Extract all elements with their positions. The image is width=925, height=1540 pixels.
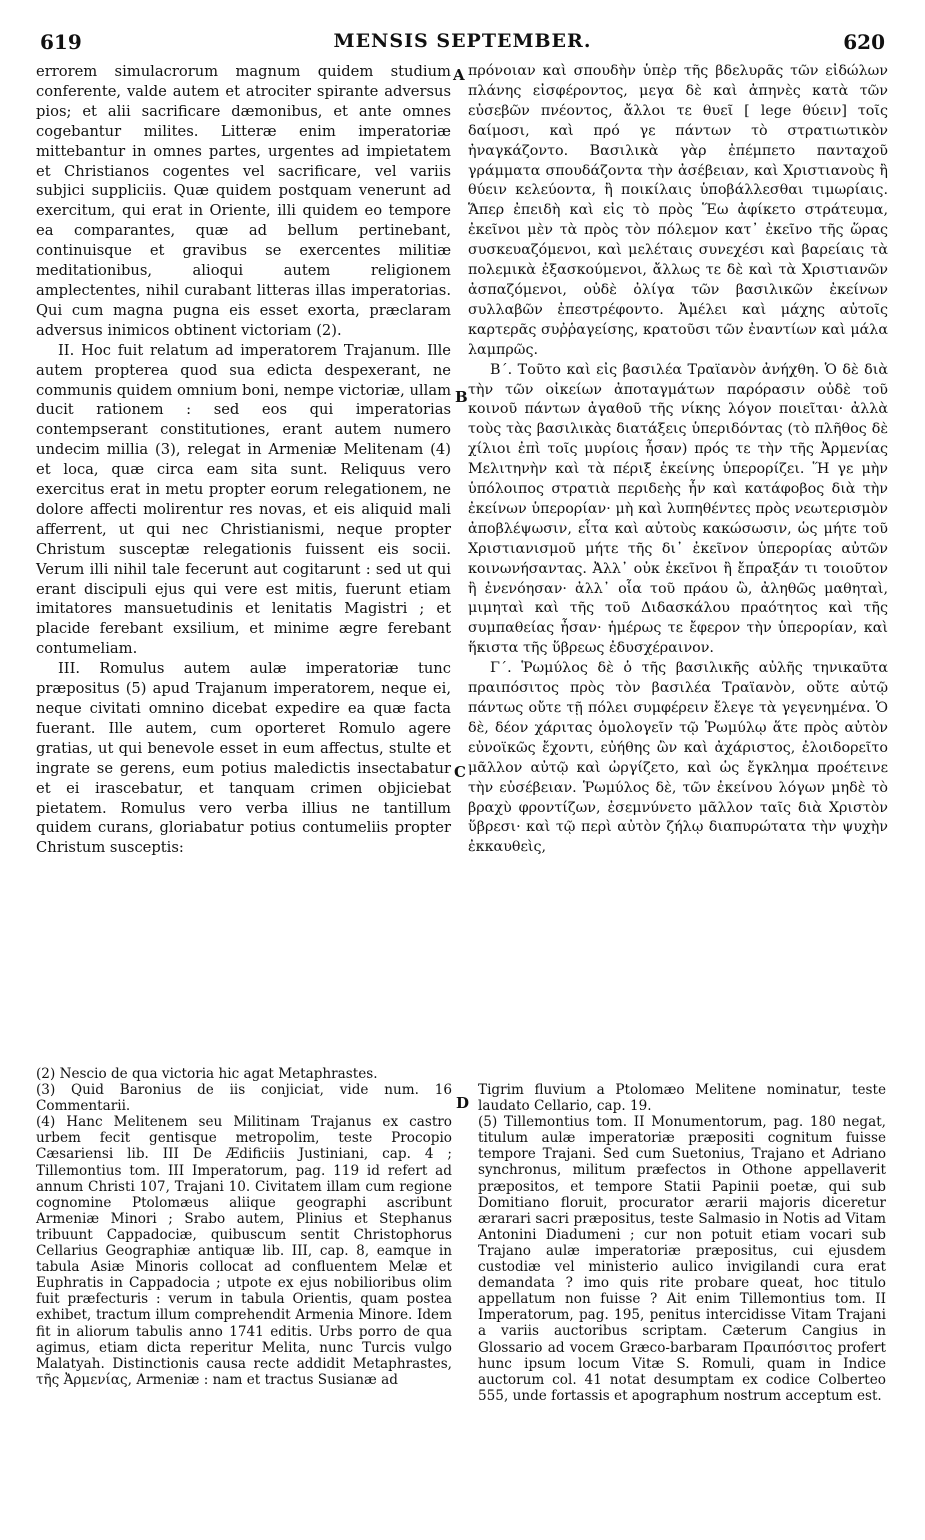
latin-paragraph-3: III. Romulus autem aulæ imperatoriæ tunc præpositus (5) apud Trajanum imperatorem, neque ei, neque civitati omnino dicebat expedire ea quæ facta fuerant. Ille autem, cum oporteret Romulo agere gratias, ut qui benevole esset in eum affectus, stulte et ingrate se gerens, eum potius maledictis insectabatur et ei irascebatur, et tanquam crimen objiciebat pietatem. Romulus vero verba illius ne tantillum quidem curans, gloriabatur potius contumeliis propter Christum susceptis: xyxy=(36,660,451,857)
greek-paragraph-1: πρόνοιαν καὶ σπουδὴν ὑπὲρ τῆς βδελυρᾶς τῶν εἰδώλων πλάνης εἰσφέροντος, μεγα δὲ καὶ ἀπηνὲς κατὰ τῶν εὐσεβῶν πνέοντος, ἄλλοι τε θυεῖ [ lege θύειν] τοῖς δαίμοσι, καὶ πρό γε πάντων τὸ στρατιωτικὸν ἠναγκάζοντο. Βασιλικὰ γὰρ ἐπέμπετο πανταχοῦ γράμματα σπουδάζοντα τὴν ἀσέβειαν, καὶ Χριστιανοὺς ἢ θύειν κελεύοντα, ἢ ποικίλαις ὑποβάλλεσθαι τιμωρίαις. Ἅπερ ἐπειδὴ καὶ εἰς τὸ πρὸς Ἕω ἀφίκετο στράτευμα, ἐκεῖνοι μὲν τὰ πρὸς τὸν πόλεμον κατ᾿ ἐκεῖνο τῆς ὥρας συσκευαζόμενοι, καὶ μελέταις συνεχέσι καὶ βαρείαις τὰ πολεμικὰ ἐξασκούμενοι, ἄλλως τε δὲ καὶ τὰ Χριστιανῶν ἀσπαζόμενοι, οὐδὲ ὀλίγα τῶν βασιλικῶν ἐκείνων συλλαβῶν ἐπεστρέφοντο. Ἀμέλει καὶ μάχης αὐτοῖς καρτερᾶς συῤῥαγείσης, κρατοῦσι τῶν ἐναντίων καὶ μάλα λαμπρῶς. xyxy=(468,63,888,358)
footnote-2: (2) Nescio de qua victoria hic agat Metaphrastes. xyxy=(36,1066,378,1082)
greek-column xyxy=(468,62,888,858)
greek-paragraph-2: Β΄. Τοῦτο καὶ εἰς βασιλέα Τραϊανὸν ἀνήχθη. Ὁ δὲ διὰ τὴν τῶν οἰκείων ἀποταγμάτων παρόρασιν οὐδὲ τοῦ κοινοῦ πάντων ἀγαθοῦ τῆς νίκης λόγον ποιεῖται· ἀλλὰ τοὺς τὰς βασιλικὰς διατάξεις ὑπεριδόντας (τὸ πλῆθος δὲ χίλιοι ἐπὶ τοῖς μυρίοις ἦσαν) πρός τε τὴν τῆς Ἀρμενίας Μελιτηνὴν καὶ τὰ πέριξ ἐκείνης ὑπερορίζει. Ἥ γε μὴν ὑπόλοιπος στρατιὰ περιδεὴς ἦν καὶ κατάφοβος διὰ τὴν ἐκείνων ὑπερορίαν· μὴ καὶ λυπηθέντες πρὸς νεωτερισμὸν ἀποβλέψωσιν, εἶτα καὶ αὐτοὺς κακώσωσιν, ὡς μήτε τοῦ Χριστιανισμοῦ μήτε τῆς δι᾿ ἐκεῖνον ὑπερορίας αὐτῶν κοινωνήσαντας. Ἀλλ᾿ οὐκ ἐκεῖνοι ἢ ἔπραξάν τι τοιοῦτον ἢ ἐνενόησαν· ἀλλ᾿ οἷα τοῦ πράου ὢ, ἀληθῶς μαθηταὶ, μιμηταὶ καὶ τῆς τοῦ Διδασκάλου πραότητος καὶ τῆς συμπαθείας ἦσαν· ἡμέρως τε ἔφερον τὴν ὑπερορίαν, καὶ ἥκιστα τῆς ὕβρεως ἐδυσχέραινον. xyxy=(468,361,888,657)
margin-marker-a: A xyxy=(453,66,465,84)
latin-paragraph-1: errorem simulacrorum magnum quidem studium conferente, valde autem et atrociter spirante adversus pios; et alii sacrificare dæmonibus, et ante omnes cogebantur milites. Litteræ enim imperatoriæ mittebantur in omnes partes, urgentes ad impietatem et Christianos cogentes vel sacrificare, vel variis subjici suppliciis. Quæ quidem postquam venerunt ad exercitum, qui erat in Oriente, illi quidem eo tempore ea comparantes, quæ ad bellum pertinebant, continuisque et gravibus se exercentes militiæ meditationibus, alioqui autem religionem amplectentes, nihil curabant litteras illas imperatorias. Qui cum magna pugna eis esset exorta, præclaram adversus inimicos obtinent victoriam (2). xyxy=(36,63,451,339)
margin-marker-d: D xyxy=(456,1094,470,1112)
footnote-5: (5) Tillemontius tom. II Monumentorum, pag. 180 negat, titulum aulæ imperatoriæ præpositi cognitum fuisse tempore Trajani. Sed cum Suetonius, Trajano et Adriano synchronus, militum præfectos in Othone appellaverit præpositos, et tempore Statii Papinii poetæ, qui sub Domitiano floruit, procurator ærarii majoris diceretur ærarari sacri præpositus, teste Salmasio in Notis ad Vitam Antonini Diadumeni ; cur non potuit etiam vocari sub Trajano aulæ imperatoriæ præpositus, cui ejusdem custodiæ vel ministerio aulico invigilandi cura erat demandata ? imo quis rite probare queat, hoc titulo appellatum non fuisse ? Ait enim Tillemontius tom. II Imperatorum, pag. 195, penitus intercidisse Vitam Trajani a variis auctoribus scriptam. Cæterum Cangius in Glossario ad vocem Græco-barbaram Πραιπόσιτος profert hunc ipsum locum Vitæ S. Romuli, quam in Indice auctorum col. 41 notat desumptam ex codice Colberteo 555, unde fortassis et apographum nostrum acceptum est. xyxy=(478,1114,886,1404)
running-header xyxy=(40,30,885,58)
right-page-number: 620 xyxy=(843,30,885,54)
margin-marker-c: C xyxy=(454,763,466,781)
footnotes-right xyxy=(478,1082,886,1404)
running-title: MENSIS SEPTEMBER. xyxy=(333,30,592,52)
footnote-4: (4) Hanc Melitenem seu Militinam Trajanus ex castro urbem fecit gentisque metropolim, teste Procopio Cæsariensi lib. III De Ædificiis Justiniani, cap. 4 ; Tillemontius tom. III Imperatorum, pag. 119 id refert ad annum Christi 107, Trajani 10. Civitatem illam cum regione cognomine Ptolomæus aliique geographi ascribunt Armeniæ Minori ; Srabo autem, Plinius et Stephanus tribuunt Cappadociæ, quibuscum sentit Christophorus Cellarius Geographiæ antiquæ lib. III, cap. 8, eamque in tabula Asiæ Minoris collocat ad confluentem Melæ et Euphratis in Cappadocia ; utpote ex ejus nobilioribus olim fuit præfecturis : verum in tabula Orientis, quam postea exhibet, tractum illum comprehendit Armenia Minore. Idem fit in aliorum tabulis anno 1741 editis. Urbs porro de qua agimus, etiam dicta reperitur Melita, nunc Turcis vulgo Malatyah. Distinctionis causa recte addidit Metaphrastes, τῆς Ἀρμενίας, Armeniæ : nam et tractus Susianæ ad xyxy=(36,1114,452,1388)
footnotes-left xyxy=(36,1066,452,1388)
footnote-4-continued: Tigrim fluvium a Ptolomæo Melitene nominatur, teste laudato Cellario, cap. 19. xyxy=(478,1082,886,1115)
latin-paragraph-2: II. Hoc fuit relatum ad imperatorem Trajanum. Ille autem propterea quod sua edicta despexerant, ne communis quidem omnium boni, nempe victoriæ, ullam ducit rationem : sed eos qui imperatorias contempserant constitutiones, erant autem numero undecim millia (3), relegat in Armeniæ Melitenam (4) et loca, quæ circa eam sita sunt. Reliquus vero exercitus erat in metu propter eorum relegationem, ne dolore affecti molirentur res novas, et eis aliquid mali afferrent, ut qui nec Christianismi, neque propter Christum susceptæ relegationis fuissent eis socii. Verum illi nihil tale fecerunt aut cogitarunt : sed ut qui erant discipuli ejus qui vere est mitis, fuerunt etiam imitatores mansuetudinis et lenitatis Magistri ; et placide ferebant exsilium, et minime ægre ferebant contumeliam. xyxy=(36,341,451,658)
latin-column xyxy=(36,62,451,858)
footnote-3: (3) Quid Baronius de iis conjiciat, vide num. 16 Commentarii. xyxy=(36,1082,452,1115)
left-page-number: 619 xyxy=(40,30,82,54)
greek-paragraph-3: Γ΄. Ῥωμύλος δὲ ὁ τῆς βασιλικῆς αὐλῆς τηνικαῦτα πραιπόσιτος πρὸς τὸν βασιλέα Τραϊανὸν, οὔτε αὐτῷ πάντως οὔτε τῇ πόλει συμφέρειν ἔλεγε τὰ γεγενημένα. Ὁ δὲ, δέον χάριτας ὁμολογεῖν τῷ Ῥωμύλῳ ἅτε πρὸς αὐτὸν εὐνοϊκῶς ἔχοντι, εὐήθης ὢν καὶ ἀχάριστος, ἐλοιδορεῖτο μᾶλλον αὐτῷ καὶ ὠργίζετο, καὶ ὡς ἔγκλημα προέτεινε τὴν εὐσέβειαν. Ῥωμύλος δὲ, τῶν ἐκείνου λόγων μηδὲ τὸ βραχὺ φροντίζων, ἐσεμνύνετο μᾶλλον ταῖς διὰ Χριστὸν ὕβρεσι· καὶ τῷ περὶ αὐτὸν ζήλῳ διαπυρώτατα τὴν ψυχὴν ἐκκαυθεὶς, xyxy=(468,660,888,856)
margin-marker-b: B xyxy=(455,388,468,406)
